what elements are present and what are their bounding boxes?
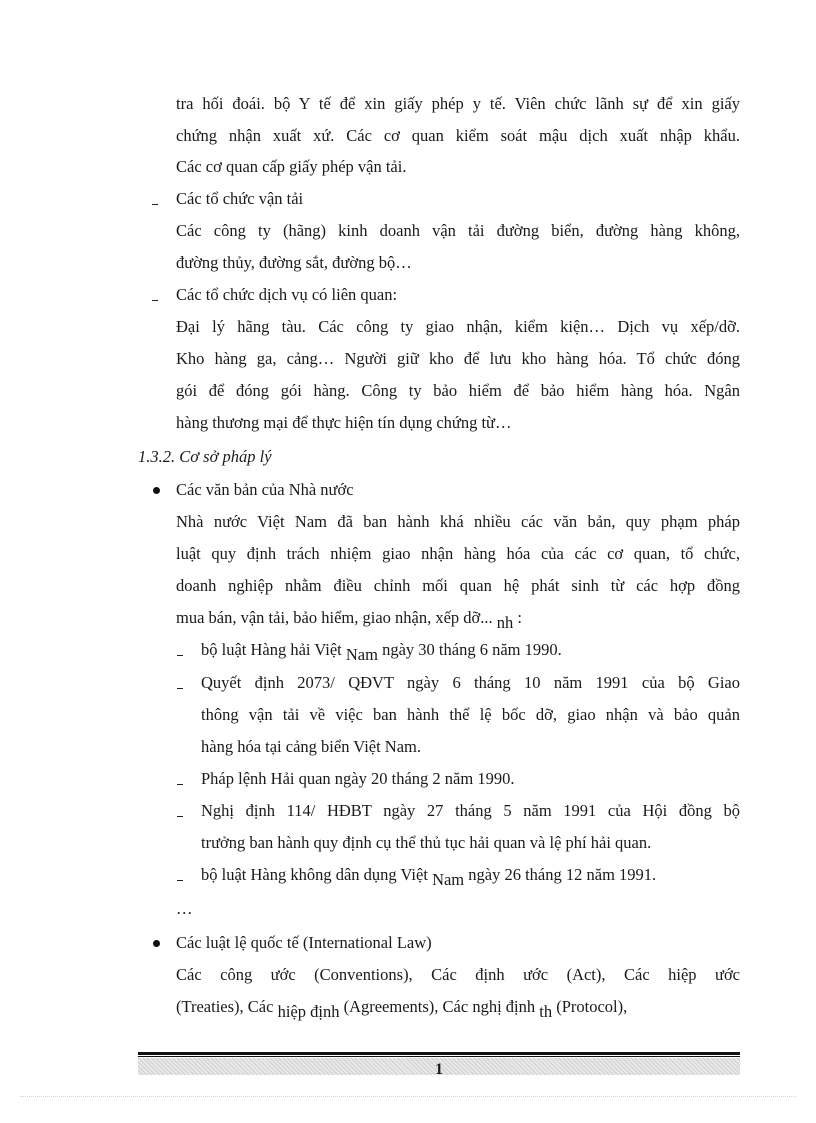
law-item-line: Pháp lệnh Hải quan ngày 20 tháng 2 năm 1990. (201, 769, 515, 788)
line-text: (Protocol), (552, 997, 628, 1016)
law-item-line: Quyết định 2073/ QĐVT ngày 6 tháng 10 năm 1991 của bộ Giao (201, 673, 740, 692)
paragraph-line: hàng thương mại để thực hiện tín dụng chứng từ… (176, 413, 512, 432)
paragraph-line (176, 997, 628, 1021)
dash-bullet-icon (152, 300, 158, 301)
law-text: ngày 26 tháng 12 năm 1991. (464, 865, 657, 884)
list-item-label: Các tổ chức vận tải (176, 189, 304, 208)
round-bullet-icon (153, 487, 160, 494)
paragraph-line: đường thủy, đường sắt, đường bộ… (176, 253, 412, 272)
law-item-line: thông vận tải về việc ban hành thể lệ bốc dỡ, giao nhận và bảo quản (201, 705, 740, 724)
law-item (201, 865, 657, 889)
paragraph-line: tra hối đoái. bộ Y tế để xin giấy phép y tế. Viên chức lãnh sự để xin giấy (176, 94, 740, 113)
law-text-fragment: Nam (345, 645, 378, 664)
line-text: : (517, 608, 522, 627)
dash-bullet-icon (177, 688, 183, 689)
bullet-label: Các luật lệ quốc tế (International Law) (176, 933, 432, 952)
paragraph-line: Nhà nước Việt Nam đã ban hành khá nhiều các văn bản, quy phạm pháp (176, 512, 740, 531)
law-item-line: Nghị định 114/ HĐBT ngày 27 tháng 5 năm 1991 của Hội đồng bộ (201, 801, 740, 820)
paragraph-line (176, 608, 522, 632)
law-item-line: trưởng ban hành quy định cụ thể thủ tục hải quan và lệ phí hải quan. (201, 833, 652, 852)
ellipsis-line: … (176, 899, 193, 918)
paragraph-line: Các cơ quan cấp giấy phép vận tải. (176, 157, 407, 176)
page-edge-divider (20, 1096, 796, 1097)
paragraph-line: Kho hàng ga, cảng… Người giữ kho để lưu kho hàng hóa. Tổ chức đóng (176, 349, 740, 368)
dash-bullet-icon (152, 204, 158, 205)
paragraph-line: Đại lý hãng tàu. Các công ty giao nhận, kiểm kiện… Dịch vụ xếp/dỡ. (176, 317, 740, 336)
paragraph-line: Các công ty (hãng) kinh doanh vận tải đường biển, đường hàng không, (176, 221, 740, 240)
paragraph-line: gói để đóng gói hàng. Công ty bảo hiểm để bảo hiểm hàng hóa. Ngân (176, 381, 740, 400)
line-text-fragment: th (535, 1002, 553, 1021)
law-text: ngày 30 tháng 6 năm 1990. (377, 640, 562, 659)
law-text-fragment: Nam (432, 870, 465, 889)
dash-bullet-icon (177, 784, 183, 785)
law-item (201, 640, 562, 664)
list-item-label: Các tổ chức dịch vụ có liên quan: (176, 285, 398, 304)
footer-rule-thin (138, 1056, 740, 1057)
line-text: mua bán, vận tải, bảo hiểm, giao nhận, xếp dỡ... (176, 608, 493, 627)
line-text: (Treaties), Các (176, 997, 274, 1016)
footer-rule-thick (138, 1052, 740, 1055)
dash-bullet-icon (177, 816, 183, 817)
page-number: 1 (435, 1061, 443, 1078)
line-text-fragment: hiệp định (273, 1002, 340, 1021)
dash-bullet-icon (177, 880, 183, 881)
paragraph-line: doanh nghiệp nhằm điều chỉnh mối quan hệ phát sinh từ các hợp đồng (176, 576, 740, 595)
law-text: bộ luật Hàng không dân dụng Việt (201, 865, 433, 884)
line-text-fragment: nh (496, 613, 514, 632)
paragraph-line: chứng nhận xuất xứ. Các cơ quan kiểm soát mậu dịch xuất nhập khẩu. (176, 126, 740, 145)
paragraph-line: luật quy định trách nhiệm giao nhận hàng hóa của các cơ quan, tổ chức, (176, 544, 740, 563)
dash-bullet-icon (177, 655, 183, 656)
law-text: bộ luật Hàng hải Việt (201, 640, 346, 659)
section-heading: 1.3.2. Cơ sở pháp lý (138, 447, 272, 466)
paragraph-line: Các công ước (Conventions), Các định ước (Act), Các hiệp ước (176, 965, 740, 984)
bullet-label: Các văn bản của Nhà nước (176, 480, 354, 499)
law-item-line: hàng hóa tại cảng biển Việt Nam. (201, 737, 422, 756)
line-text: (Agreements), Các nghị định (339, 997, 536, 1016)
round-bullet-icon (153, 940, 160, 947)
